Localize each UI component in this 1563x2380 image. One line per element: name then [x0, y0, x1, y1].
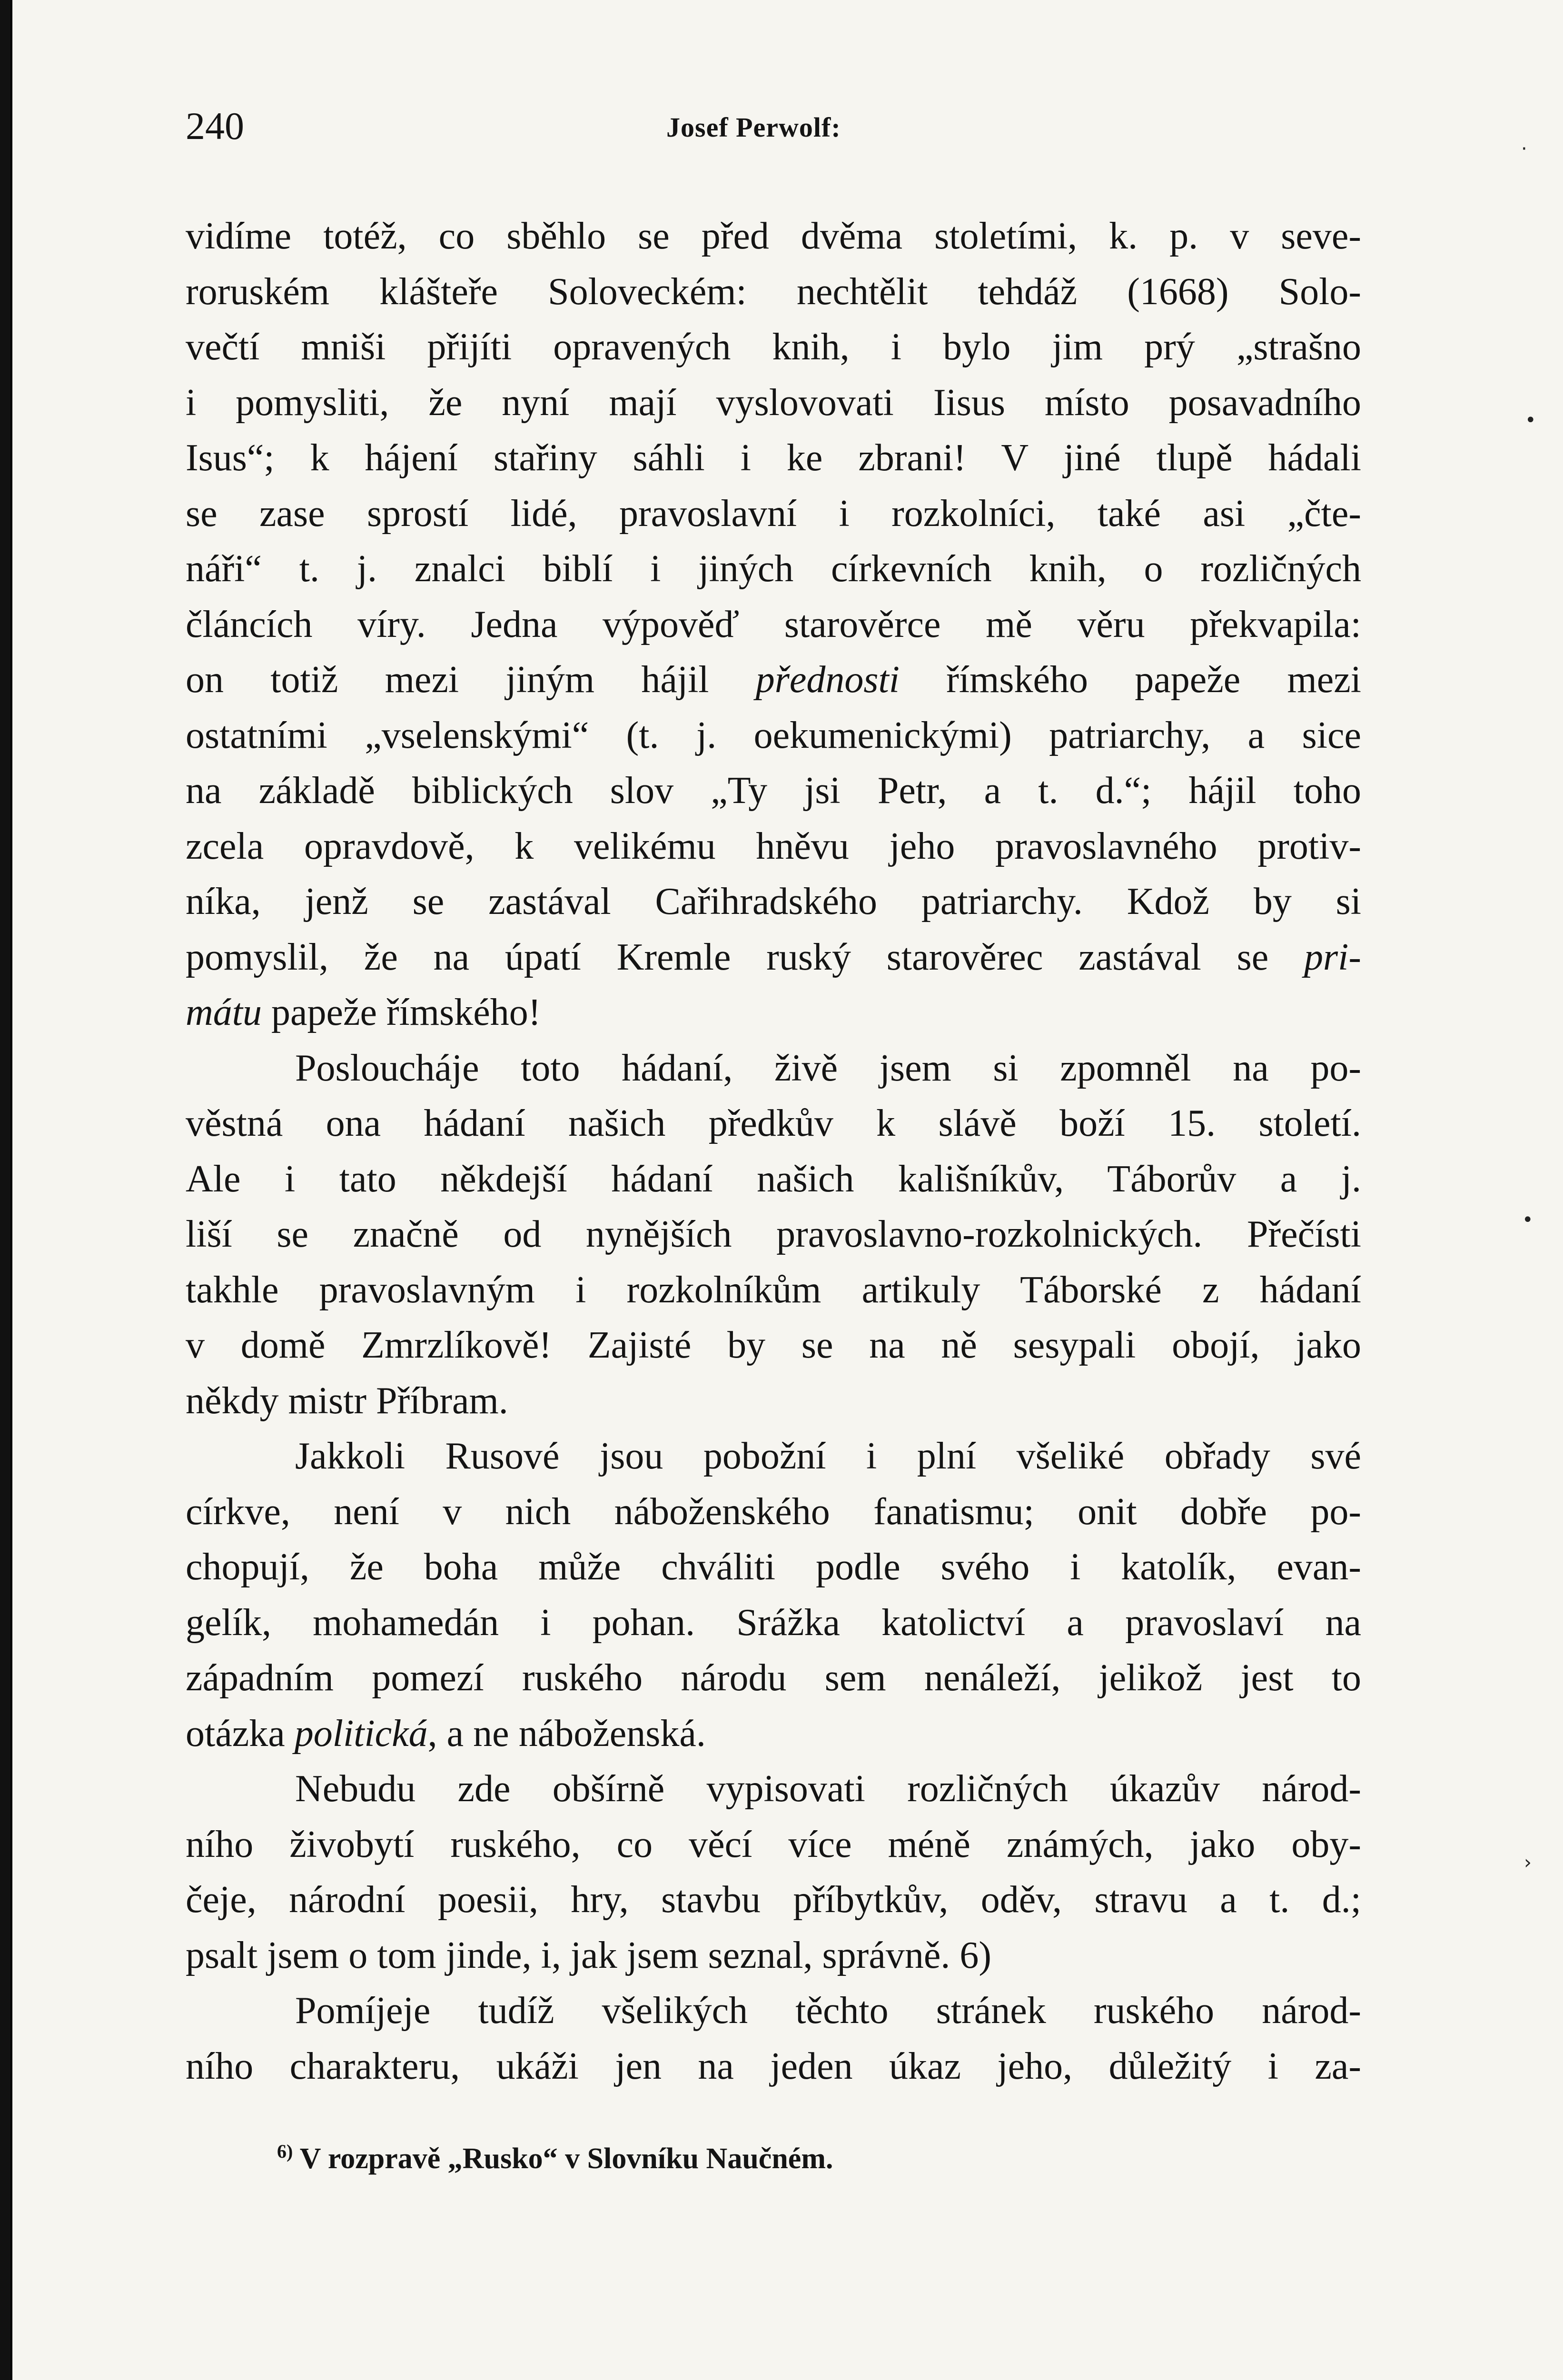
- text-line: náři“ t. j. znalci biblí i jiných církevních knih, o rozličných: [186, 548, 1361, 590]
- text-line: gelík, mohamedán i pohan. Srážka katolictví a pravoslaví na: [186, 1601, 1361, 1644]
- footnote: [277, 2128, 1324, 2182]
- page-header: [186, 98, 1361, 164]
- page-number: 240: [186, 104, 244, 148]
- scan-speck: •: [1525, 409, 1536, 431]
- text-line: večtí mniši přijíti opravených knih, i bylo jim prý „strašno: [186, 326, 1361, 368]
- footnote-text: V rozpravě „Rusko“ v Slovníku Naučném.: [299, 2142, 833, 2175]
- italic-word: politická: [294, 1712, 428, 1755]
- body-text: [186, 208, 1361, 2094]
- text-line: ního charakteru, ukáži jen na jeden úkaz jeho, důležitý i za-: [186, 2045, 1361, 2087]
- paragraph-2: [186, 1041, 1361, 1429]
- text-line: Ale i tato někdejší hádaní našich kališníkův, Táborův a j.: [186, 1158, 1361, 1200]
- text-line: ostatními „vselenskými“ (t. j. oekumenickými) patriarchy, a sice: [186, 714, 1361, 756]
- text-line: roruském klášteře Soloveckém: nechtělit tehdáž (1668) Solo-: [186, 270, 1361, 313]
- scan-edge: [0, 0, 10, 2380]
- italic-word: mátu: [186, 992, 262, 1033]
- text-line: článcích víry. Jedna výpověď starověrce mě věru překvapila:: [186, 603, 1361, 645]
- text-line: otázka politická, a ne náboženská.: [186, 1712, 706, 1755]
- text-line: se zase sprostí lidé, pravoslavní i rozkolníci, také asi „čte-: [186, 492, 1361, 535]
- text-line: v domě Zmrzlíkově! Zajisté by se na ně sesypali obojí, jako: [186, 1324, 1361, 1366]
- text-line: Pomíjeje tudíž všelikých těchto stránek ruského národ-: [295, 1990, 1361, 2032]
- text-line: na základě biblických slov „Ty jsi Petr, a t. d.“; hájil toho: [186, 770, 1361, 812]
- text-line: Isus“; k hájení stařiny sáhli i ke zbrani! V jiné tlupě hádali: [186, 437, 1361, 479]
- text-line: Nebudu zde obšírně vypisovati rozličných úkazův národ-: [295, 1768, 1361, 1810]
- text-line: vidíme totéž, co sběhlo se před dvěma stoletími, k. p. v seve-: [186, 215, 1361, 257]
- text-line: zcela opravdově, k velikému hněvu jeho pravoslavného protiv-: [186, 825, 1361, 867]
- italic-word: pri-: [1304, 936, 1361, 978]
- text-line: on totiž mezi jiným hájil přednosti římského papeže mezi: [186, 659, 1361, 701]
- footnote-marker: 6): [277, 2141, 293, 2162]
- text-line: pomyslil, že na úpatí Kremle ruský starověrec zastával se pri-: [186, 936, 1361, 978]
- text-line: věstná ona hádaní našich předkův k slávě boží 15. století.: [186, 1102, 1361, 1144]
- scan-speck: ·: [1521, 138, 1527, 160]
- text-line: někdy mistr Příbram.: [186, 1379, 508, 1422]
- text-line: liší se značně od nynějších pravoslavno-rozkolnických. Přečísti: [186, 1213, 1361, 1255]
- text-line: i pomysliti, že nyní mají vyslovovati Iisus místo posavadního: [186, 381, 1361, 424]
- book-page: [12, 0, 1563, 2380]
- italic-word: přednosti: [755, 659, 900, 701]
- paragraph-3: [186, 1428, 1361, 1761]
- scan-speck: •: [1522, 1209, 1533, 1231]
- text-line: mátu papeže římského!: [186, 992, 541, 1033]
- scan-speck: ›: [1524, 1852, 1532, 1874]
- text-line: níka, jenž se zastával Cařihradského patriarchy. Kdož by si: [186, 881, 1361, 922]
- text-line: Jakkoli Rusové jsou pobožní i plní všeliké obřady své: [295, 1435, 1361, 1477]
- running-title: Josef Perwolf:: [666, 112, 841, 143]
- text-line: chopují, že boha může chváliti podle svého i katolík, evan-: [186, 1546, 1361, 1588]
- text-line: církve, není v nich náboženského fanatismu; onit dobře po-: [186, 1490, 1361, 1533]
- text-line: psalt jsem o tom jinde, i, jak jsem seznal, správně. 6): [186, 1934, 991, 1976]
- paragraph-4: [186, 1761, 1361, 1983]
- text-line: takhle pravoslavným i rozkolníkům artikuly Táborské z hádaní: [186, 1269, 1361, 1311]
- text-line: ního živobytí ruského, co věcí více méně známých, jako oby-: [186, 1823, 1361, 1865]
- paragraph-1: [186, 208, 1361, 1041]
- text-line: západním pomezí ruského národu sem nenáleží, jelikož jest to: [186, 1657, 1361, 1699]
- paragraph-5: [186, 1983, 1361, 2094]
- text-line: Posloucháje toto hádaní, živě jsem si zpomněl na po-: [295, 1047, 1361, 1089]
- text-line: čeje, národní poesii, hry, stavbu příbytkův, oděv, stravu a t. d.;: [186, 1879, 1361, 1921]
